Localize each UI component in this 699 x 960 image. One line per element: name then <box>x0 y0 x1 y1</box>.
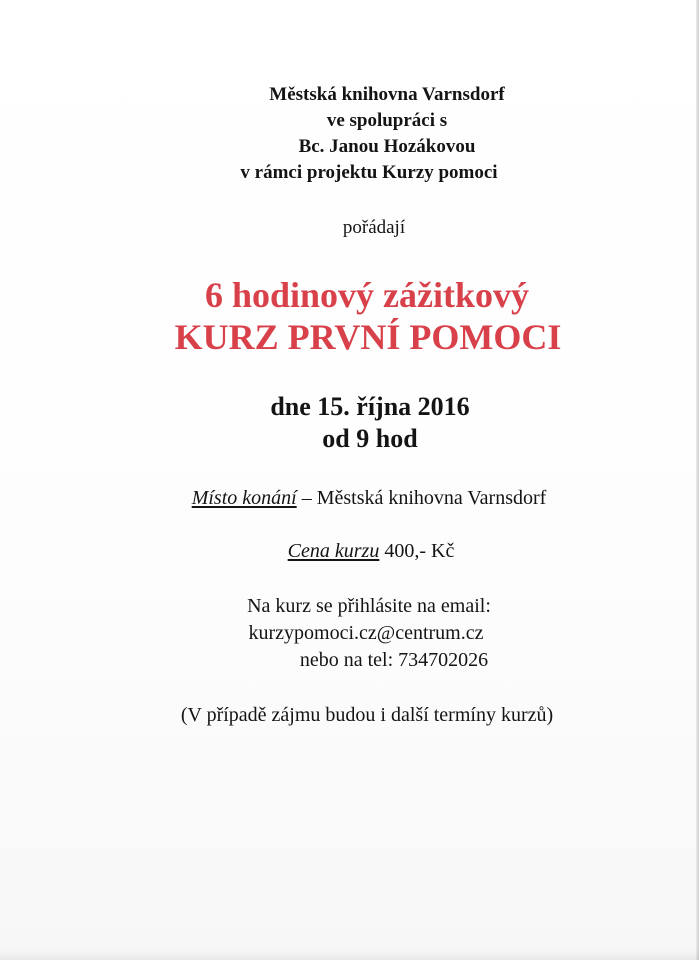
price-line <box>288 541 455 561</box>
venue-line <box>192 488 547 508</box>
organizer-project: v rámci projektu Kurzy pomoci <box>240 162 498 183</box>
contact-intro: Na kurz se přihlásite na email: <box>247 595 491 617</box>
course-time: od 9 hod <box>322 424 418 453</box>
organizer-verb: pořádají <box>342 217 406 238</box>
further-dates-note: (V případě zájmu budou i další termíny kurzů) <box>180 704 554 726</box>
paper-shadow <box>0 950 699 960</box>
course-title-line2: KURZ PRVNÍ POMOCI <box>174 317 562 357</box>
contact-email: kurzypomoci.cz@centrum.cz <box>248 622 484 644</box>
price-value: 400,- Kč <box>379 540 455 562</box>
price-label: Cena kurzu <box>287 540 380 562</box>
venue-value: – Městská knihovna Varnsdorf <box>296 487 547 509</box>
course-title-line1: 6 hodinový zážitkový <box>204 275 530 315</box>
organizer-cooperation: ve spolupráci s <box>326 110 448 131</box>
organizer-library: Městská knihovna Varnsdorf <box>269 84 505 105</box>
organizer-person: Bc. Janou Hozákovou <box>298 136 476 157</box>
course-date: dne 15. října 2016 <box>270 392 470 421</box>
contact-phone: nebo na tel: 734702026 <box>299 649 489 671</box>
venue-label: Místo konání <box>191 487 297 509</box>
